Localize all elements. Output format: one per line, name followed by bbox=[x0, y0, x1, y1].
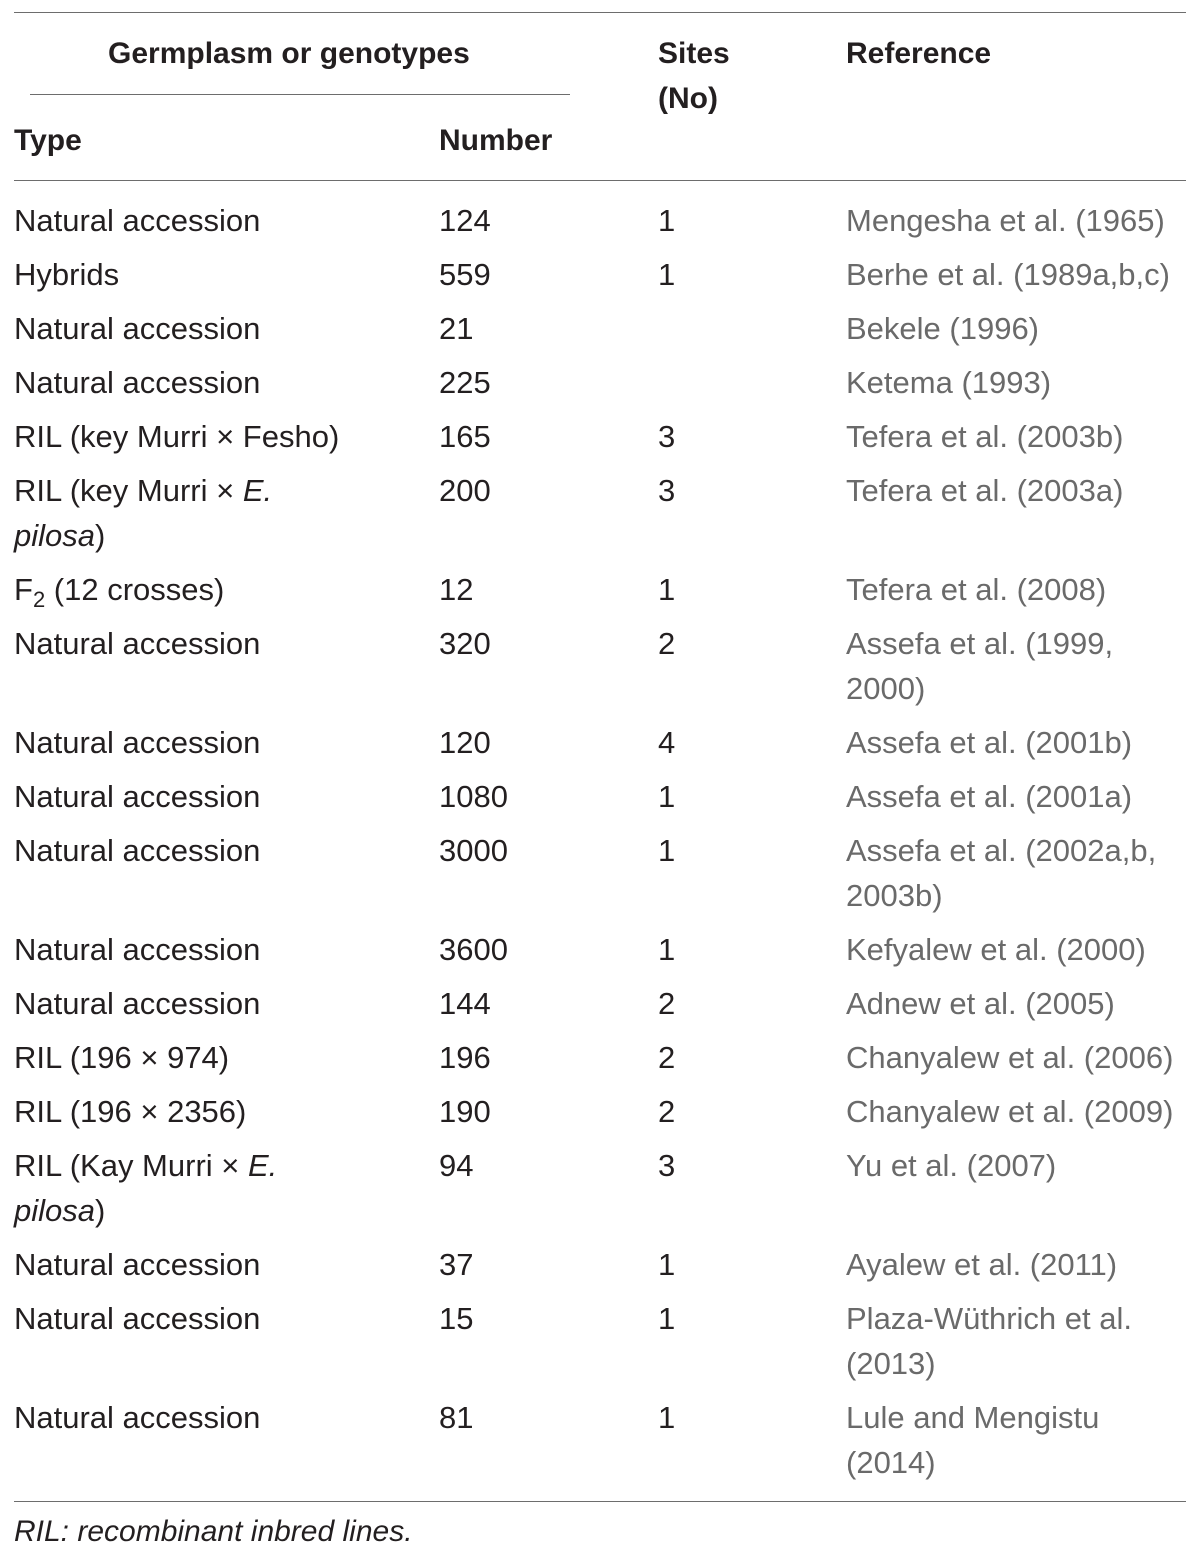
type-cell: Natural accession bbox=[14, 1400, 261, 1435]
number-cell: 15 bbox=[439, 1301, 474, 1336]
type-cell: RIL (196 × 2356) bbox=[14, 1094, 247, 1129]
table-footnote: RIL: recombinant inbred lines. bbox=[14, 1515, 413, 1548]
number-cell: 37 bbox=[439, 1247, 474, 1282]
header-type: Type bbox=[14, 124, 82, 157]
number-cell: 320 bbox=[439, 626, 491, 661]
type-cell: RIL (Kay Murri × E. pilosa) bbox=[14, 1148, 278, 1228]
reference-cell: Kefyalew et al. (2000) bbox=[846, 932, 1146, 967]
header-reference: Reference bbox=[846, 37, 992, 70]
number-cell: 200 bbox=[439, 473, 491, 508]
number-cell: 124 bbox=[439, 203, 491, 238]
sites-cell: 1 bbox=[658, 1400, 676, 1435]
type-cell: Natural accession bbox=[14, 779, 261, 814]
reference-cell: Assefa et al. (2001a) bbox=[846, 779, 1133, 814]
sites-cell: 1 bbox=[658, 1301, 676, 1336]
header-group: Germplasm or genotypes bbox=[108, 37, 470, 70]
number-cell: 190 bbox=[439, 1094, 491, 1129]
number-cell: 3600 bbox=[439, 932, 508, 967]
number-cell: 81 bbox=[439, 1400, 474, 1435]
number-cell: 165 bbox=[439, 419, 491, 454]
sites-cell: 1 bbox=[658, 1247, 676, 1282]
type-cell: Hybrids bbox=[14, 257, 120, 292]
number-cell: 196 bbox=[439, 1040, 491, 1075]
sites-cell: 1 bbox=[658, 257, 676, 292]
sites-cell: 3 bbox=[658, 419, 676, 454]
reference-cell: Assefa et al. (2002a,b, 2003b) bbox=[846, 833, 1157, 913]
type-cell: Natural accession bbox=[14, 986, 261, 1021]
type-cell: Natural accession bbox=[14, 203, 261, 238]
reference-cell: Chanyalew et al. (2009) bbox=[846, 1094, 1174, 1129]
number-cell: 3000 bbox=[439, 833, 508, 868]
reference-cell: Mengesha et al. (1965) bbox=[846, 203, 1165, 238]
number-cell: 12 bbox=[439, 572, 474, 607]
number-cell: 559 bbox=[439, 257, 491, 292]
header-number: Number bbox=[439, 124, 553, 157]
reference-cell: Ketema (1993) bbox=[846, 365, 1052, 400]
type-cell: Natural accession bbox=[14, 725, 261, 760]
sites-cell: 2 bbox=[658, 986, 676, 1021]
sites-cell: 1 bbox=[658, 203, 676, 238]
sites-cell: 3 bbox=[658, 473, 676, 508]
type-cell: Natural accession bbox=[14, 1301, 261, 1336]
reference-cell: Chanyalew et al. (2006) bbox=[846, 1040, 1174, 1075]
type-cell: Natural accession bbox=[14, 932, 261, 967]
sites-cell: 1 bbox=[658, 932, 676, 967]
reference-cell: Bekele (1996) bbox=[846, 311, 1040, 346]
bottom-rule bbox=[14, 1501, 1186, 1502]
header-sites: Sites (No) bbox=[658, 37, 730, 115]
type-cell: $F_2$ (12 crosses) bbox=[14, 572, 225, 613]
reference-cell: Assefa et al. (1999, 2000) bbox=[846, 626, 1114, 706]
group-rule bbox=[30, 94, 570, 95]
sites-cell: 4 bbox=[658, 725, 676, 760]
number-cell: 144 bbox=[439, 986, 491, 1021]
sites-cell: 3 bbox=[658, 1148, 676, 1183]
reference-cell: Assefa et al. (2001b) bbox=[846, 725, 1133, 760]
top-rule bbox=[14, 12, 1186, 13]
reference-cell: Tefera et al. (2003a) bbox=[846, 473, 1124, 508]
sites-cell: 2 bbox=[658, 1094, 676, 1129]
sites-cell: 1 bbox=[658, 833, 676, 868]
type-cell: RIL (key Murri × Fesho) bbox=[14, 419, 340, 454]
reference-cell: Tefera et al. (2003b) bbox=[846, 419, 1124, 454]
type-cell: Natural accession bbox=[14, 311, 261, 346]
sites-cell: 2 bbox=[658, 626, 676, 661]
reference-cell: Lule and Mengistu (2014) bbox=[846, 1400, 1100, 1480]
type-cell: Natural accession bbox=[14, 1247, 261, 1282]
number-cell: 225 bbox=[439, 365, 491, 400]
type-cell: Natural accession bbox=[14, 833, 261, 868]
type-cell: RIL (196 × 974) bbox=[14, 1040, 230, 1075]
reference-cell: Adnew et al. (2005) bbox=[846, 986, 1115, 1021]
type-cell: RIL (key Murri × E. pilosa) bbox=[14, 473, 273, 553]
reference-cell: Berhe et al. (1989a,b,c) bbox=[846, 257, 1170, 292]
number-cell: 94 bbox=[439, 1148, 474, 1183]
reference-cell: Yu et al. (2007) bbox=[846, 1148, 1057, 1183]
reference-cell: Plaza-Wüthrich et al. (2013) bbox=[846, 1301, 1132, 1381]
number-cell: 1080 bbox=[439, 779, 508, 814]
reference-cell: Tefera et al. (2008) bbox=[846, 572, 1107, 607]
number-cell: 21 bbox=[439, 311, 474, 346]
header-rule bbox=[14, 180, 1186, 181]
sites-cell: 2 bbox=[658, 1040, 676, 1075]
type-cell: Natural accession bbox=[14, 626, 261, 661]
sites-cell: 1 bbox=[658, 779, 676, 814]
type-cell: Natural accession bbox=[14, 365, 261, 400]
sites-cell: 1 bbox=[658, 572, 676, 607]
reference-cell: Ayalew et al. (2011) bbox=[846, 1247, 1118, 1282]
number-cell: 120 bbox=[439, 725, 491, 760]
